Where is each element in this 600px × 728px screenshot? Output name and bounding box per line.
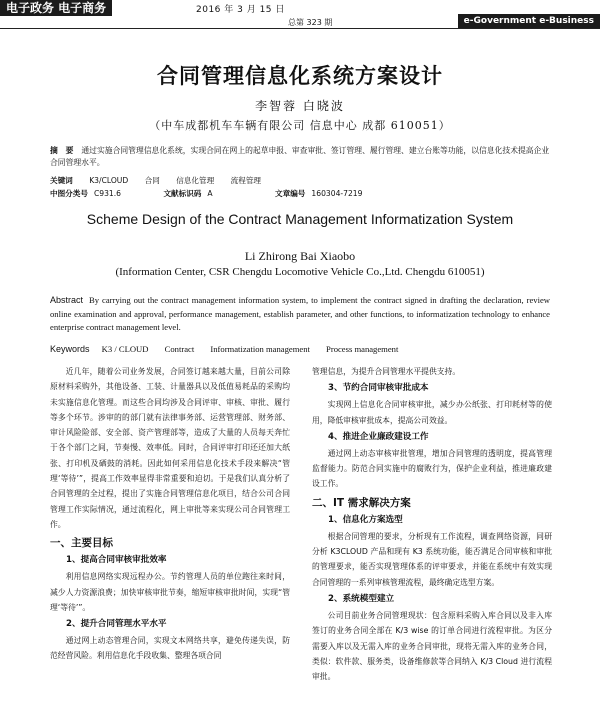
intro-paragraph: 近几年，随着公司业务发展，合同签订越来越大量，目前公司除原材料采购外，其他设备、工装、计量器具以及低值易耗品的采购均未实施信息化管理。而这些合同均涉及合同评审、审核、审批、履行等多个环节。涉审的的部门就有法律事务部、运营管理部、财务部、审计风险险部、安全部、资产管理部等，造成了大量的人员每天奔忙于各个部门之间，节奏慢、效率低。同时，合同评审打印还还加大纸张、打印机及硒鼓的消耗。因此如何采用信息化技术手段来解决“管理‘等待’”，提高工作效率显得非常重要和迫切。于是我们认真分析了合同管理的全过程，提出了实施合同管理信息化项目，结合公司合同管理工作实际情况，通过流程化，网上审批等来实现公司合同管理工作。 [50, 367, 290, 529]
abstract-en-text: By carrying out the contract management information system, to implement the contract signed in drafting the declaration, review online examination and approval, performance management, establish parameter, and other functions, to informatization technology to enhance enterprise contract management level. [50, 295, 550, 332]
subsection-heading: 1、提高合同审核审批效率 [66, 555, 167, 566]
clc-value: C931.6 [93, 189, 122, 198]
keyword-cn: 流程管理 [230, 176, 262, 185]
subsection-heading: 1、信息化方案选型 [328, 514, 403, 525]
journal-section-label-en: e-Government e-Business [458, 14, 600, 28]
abstract-en-label: Abstract [50, 295, 84, 305]
keyword-en: Contract [164, 344, 195, 354]
abstract-en [50, 294, 550, 335]
keyword-en: Process management [326, 344, 399, 354]
subsection-heading: 3、节约合同审核审批成本 [328, 383, 429, 394]
keywords-en [50, 344, 550, 354]
doc-code-label: 文献标识码 [163, 189, 202, 198]
clc-label: 中图分类号 [50, 189, 88, 198]
subsection-heading: 4、推进企业廉政建设工作 [328, 431, 429, 442]
abstract-cn-text: 通过实施合同管理信息化系统，实现合同在网上的起草申报、审查审批、签订管理、履行管理、建立台账等功能，以信息化技术提高企业合同管理水平。 [50, 146, 550, 167]
issue-number: 总第 323 期 [288, 18, 333, 27]
keyword-en: Informatization management [210, 344, 310, 354]
header-divider [0, 28, 600, 29]
body-paragraph: 管理信息，为提升合同管理水平提供支持。 [312, 367, 461, 376]
paper-title-en: Scheme Design of the Contract Management Informatization System [86, 211, 514, 227]
subsection-heading: 2、系统模型建立 [328, 593, 395, 604]
body-paragraph: 通过网上动态审核审批管理，增加合同管理的透明度，提高管理监督能力。防范合同实施中的腐败行为，保护企业利益，推进廉政建设工作。 [312, 448, 552, 489]
affiliation: （中车成都机车车辆有限公司 信息中心 成都 610051） [149, 119, 451, 132]
keywords-cn-label: 关键词 [50, 176, 73, 185]
section-heading: 二、IT 需求解决方案 [312, 496, 411, 509]
abstract-cn [50, 145, 550, 169]
body-paragraph: 利用信息网络实现远程办公。节约管理人员的单位跑往来时间，减少人力资源浪费；加快审核审批节奏，缩短审核审批时间，实现“管理‘等待’”。 [50, 572, 290, 612]
keyword-cn: K3/CLOUD [89, 176, 129, 185]
classification-line [50, 188, 550, 199]
body-column-left [50, 364, 290, 664]
paper-title: 合同管理信息化系统方案设计 [157, 63, 443, 88]
body-paragraph: 通过网上动态管理合同，实现文本网络共享，避免传递失误，防范经营风险。利用信息化手段收集、整理各项合同 [50, 636, 290, 661]
keywords-cn [50, 175, 550, 186]
subsection-heading: 2、提升合同管理水平水平 [66, 619, 167, 630]
keywords-en-label: Keywords [50, 344, 90, 354]
issue-date: 2016 年 3 月 15 日 [196, 5, 285, 15]
affiliation-en: (Information Center, CSR Chengdu Locomotive Vehicle Co.,Ltd. Chengdu 610051) [115, 266, 485, 278]
keyword-cn: 信息化管理 [176, 176, 215, 185]
body-paragraph: 实现网上信息化合同审核审批，减少办公纸张、打印耗材等的使用，降低审核审批成本，提高公司效益。 [312, 400, 552, 425]
keyword-en: K3 / CLOUD [101, 344, 149, 354]
article-number-value: 160304-7219 [311, 189, 363, 198]
page-header [0, 0, 600, 30]
authors: 李智蓉 白晓波 [255, 99, 345, 113]
body-paragraph: 公司目前业务合同管理现状：包含原料采购入库合同以及非入库签订的业务合同全部在 K/3 wise 的订单合同进行流程审批。为区分需要入库以及无需入库的业务合同审批，现将无需入库的业务合同，类似：软件款、服务类，设备维修款等合同纳入 K/3 Cloud 进行流程审批。 [312, 610, 552, 682]
body-column-right [312, 364, 552, 684]
authors-en: Li Zhirong Bai Xiaobo [244, 249, 356, 263]
doc-code-value: A [207, 189, 213, 198]
section-heading: 一、主要目标 [50, 537, 113, 550]
body-paragraph: 根据合同管理的要求，分析现有工作流程，调查网络资源，同研分析 K3CLOUD 产品和现有 K3 系统功能，能否满足合同审核和审批的管理要求，能否实现管理体系的评审要求，并能在系统中有效实现合同管理的一系列审核管理流程，最终确定选型方案。 [312, 531, 552, 587]
abstract-cn-label: 摘 要 [50, 146, 74, 155]
article-number-label: 文章编号 [275, 189, 306, 198]
keyword-cn: 合同 [144, 176, 160, 185]
journal-section-label: 电子政务 电子商务 [0, 0, 112, 16]
